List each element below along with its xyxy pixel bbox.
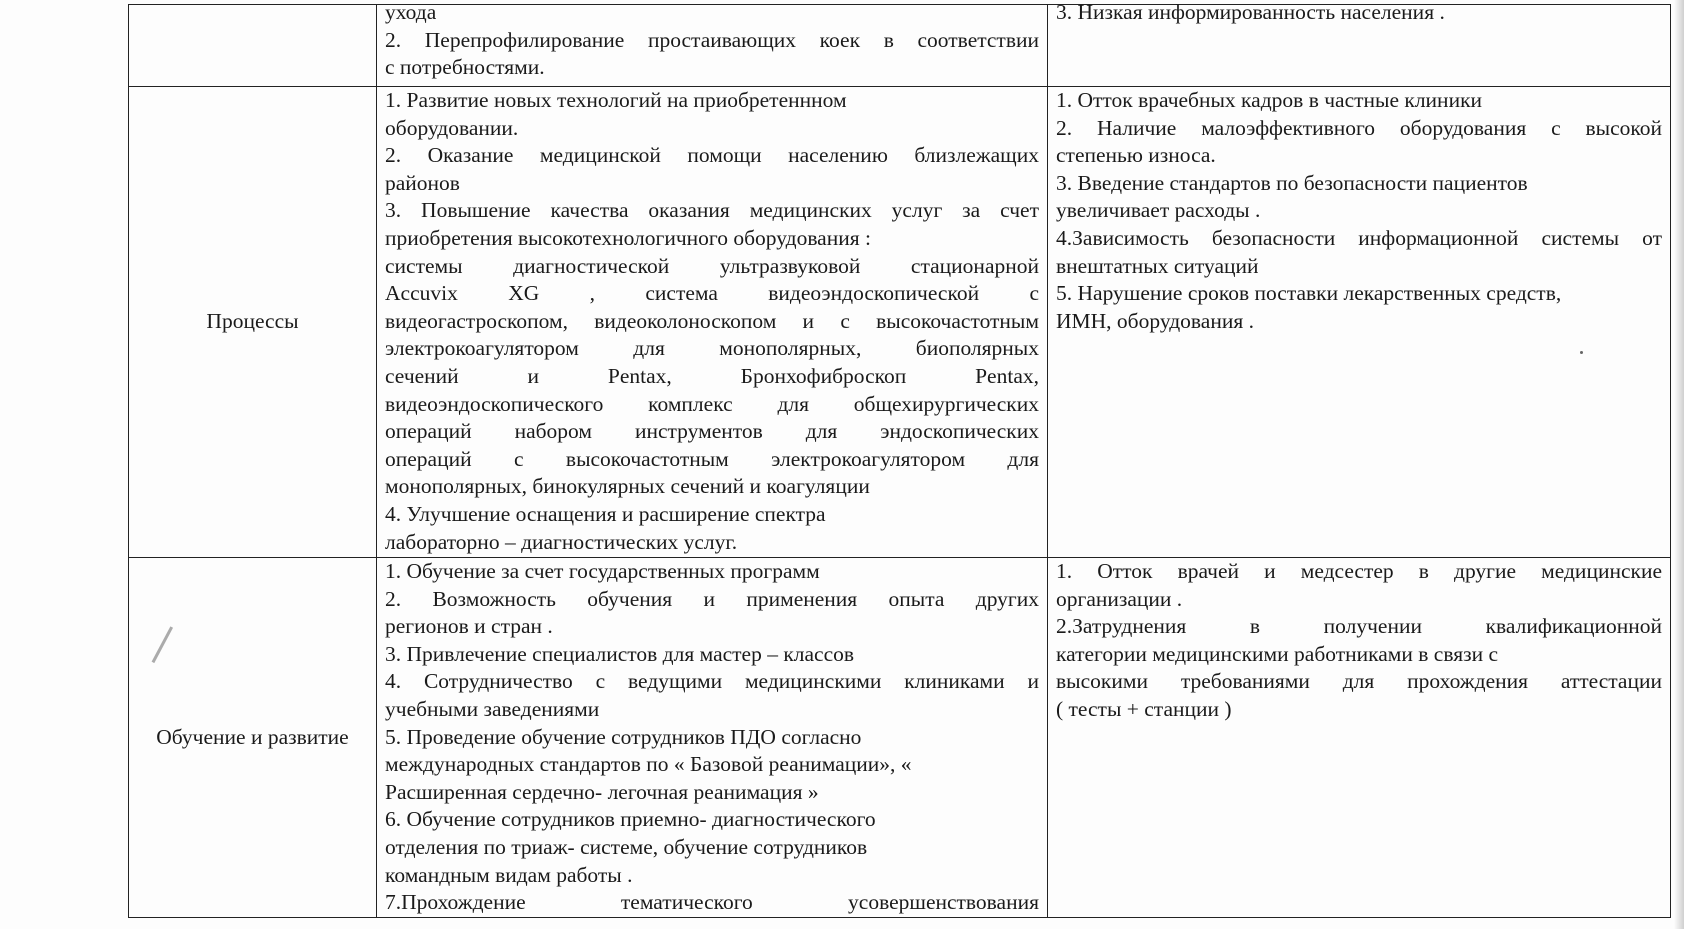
text-line: 4.Зависимость безопасности информационной системы от [1056,225,1662,250]
text-line: Расширенная сердечно- легочная реанимация » [385,779,819,804]
table-row [129,87,1671,558]
text-line: организации . [1056,586,1183,611]
text-line: видеоэндоскопического комплекс для общехирургических [385,391,1039,416]
text-line: командным видам работы . [385,862,633,887]
text-line: категории медицинскими работниками в связи с [1056,641,1499,666]
text-line: высокими требованиями для прохождения аттестации [1056,669,1662,694]
text-line: 2.Затруднения в получении квалификационной [1056,614,1662,639]
text-line: электрокоагулятором для монополярных, биополярных [385,336,1039,361]
text-line: 1. Обучение за счет государственных программ [385,559,820,583]
text-line: внештатных ситуаций [1056,253,1259,278]
scan-dot [1580,351,1583,354]
text-line: 7.Прохождение тематического усовершенствования [385,890,1039,915]
threats-cell [1048,558,1671,918]
text-line: ухода [385,0,437,24]
text-line: 3. Введение стандартов по безопасности пациентов [1056,170,1528,195]
text-line: 6. Обучение сотрудников приемно- диагностического [385,807,876,832]
text-line: сечений и Pentax, Бронхофиброскоп Pentax, [385,363,1039,388]
table-row [129,5,1671,87]
text-line: районов [385,170,460,195]
text-line: 4. Сотрудничество с ведущими медицинскими клиниками и [385,669,1039,694]
text-line: 2. Перепрофилирование простаивающих коек в соответствии [385,27,1039,52]
scan-edge-shadow [1674,0,1684,929]
opportunities-cell [377,0,1048,87]
text-line: ИМН, оборудования . [1056,308,1254,333]
row-label-cell [129,558,377,918]
text-line: 1. Развитие новых технологий на приобретеннном [385,88,847,112]
text-line: 1. Отток врачей и медсестер в другие медицинские [1056,559,1662,583]
text-line: с потребностями. [385,55,545,80]
text-line: 3. Привлечение специалистов для мастер – классов [385,641,855,666]
text-line: 5. Нарушение сроков поставки лекарственных средств, [1056,281,1562,306]
text-line: увеличивает расходы . [1056,198,1261,223]
row-label-cell [129,87,377,558]
text-line: международных стандартов по « Базовой реанимации», « [385,752,912,777]
text-line: операций с высокочастотным электрокоагулятором для [385,446,1039,471]
text-line: оборудовании. [385,115,519,140]
text-line: 2. Оказание медицинской помощи населению близлежащих [385,143,1039,168]
row-label-cell [129,5,377,87]
text-line: Accuvix XG , система видеоэндоскопической с [385,281,1039,306]
text-line: отделения по триаж- системе, обучение сотрудников [385,834,868,859]
text-line: 1. Отток врачебных кадров в частные клиники [1056,88,1483,112]
threats-cell [1048,87,1671,558]
text-line: регионов и стран . [385,614,553,639]
text-line: 3. Повышение качества оказания медицинских услуг за счет [385,198,1039,223]
text-line: приобретения высокотехнологичного оборудования : [385,225,871,250]
text-line: операций набором инструментов для эндоскопических [385,419,1039,444]
text-line: степенью износа. [1056,143,1216,168]
text-line: 3. Низкая информированность населения . [1056,0,1445,24]
opportunities-cell [377,558,1048,918]
swot-table [128,0,1671,918]
text-line: ( тесты + станции ) [1056,696,1232,721]
threats-cell [1048,0,1671,87]
text-line: видеогастроскопом, видеоколоноскопом и с высокочастотным [385,308,1039,333]
text-line: 2. Наличие малоэффективного оборудования с высокой [1056,115,1662,140]
text-line: 4. Улучшение оснащения и расширение спектра [385,501,826,526]
opportunities-cell [377,87,1048,558]
text-line: 5. Проведение обучение сотрудников ПДО согласно [385,724,862,749]
text-line: монополярных, бинокулярных сечений и коагуляции [385,474,870,499]
row-label: Процессы [206,309,299,334]
text-line: учебными заведениями [385,696,600,721]
text-line: 2. Возможность обучения и применения опыта других [385,586,1039,611]
text-line: системы диагностической ультразвуковой стационарной [385,253,1039,278]
table-row [129,558,1671,918]
text-line: лабораторно – диагностических услуг. [385,529,738,554]
row-label: Обучение и развитие [156,724,349,749]
